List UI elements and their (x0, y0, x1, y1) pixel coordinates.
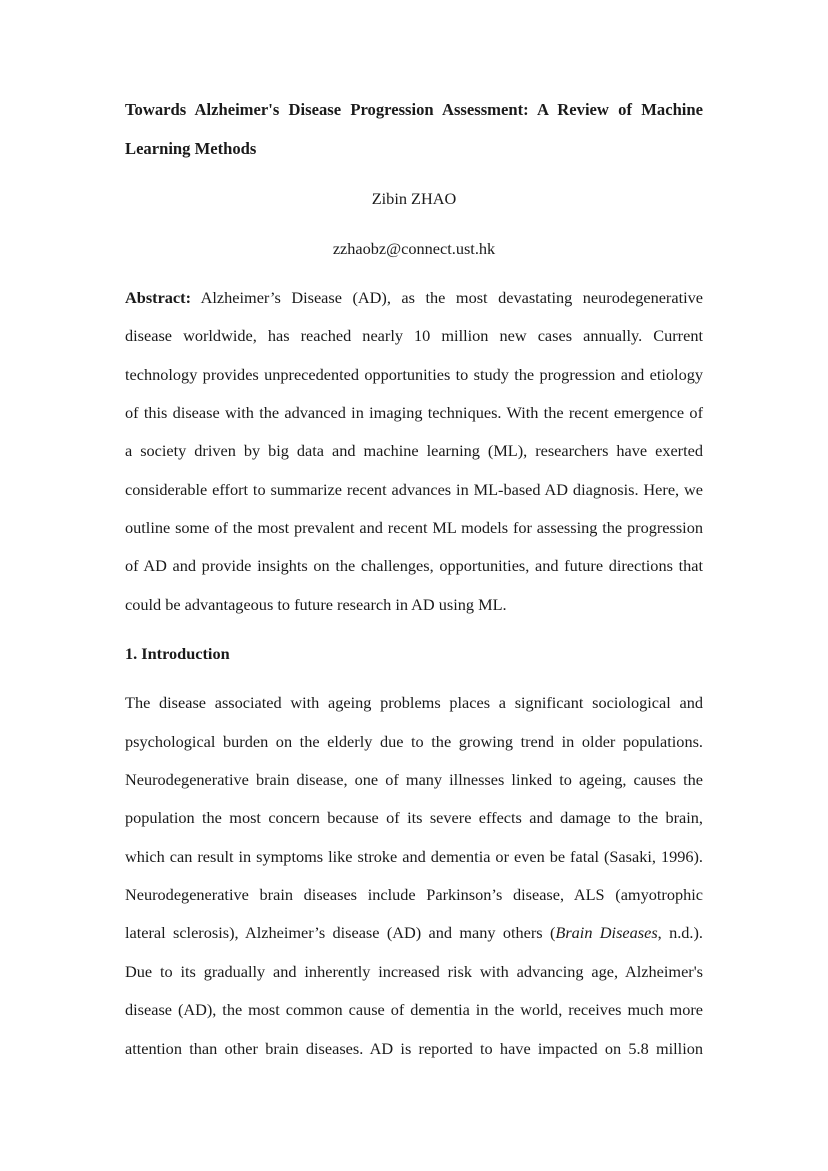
body-line: which can result in symptoms like stroke and dementia or even be fatal (Sasaki, 1996). (125, 847, 703, 866)
body-line: Due to its gradually and inherently increased risk with advancing age, Alzheimer's (125, 962, 703, 981)
body-line (125, 923, 703, 943)
body-line: population the most concern because of its severe effects and damage to the brain, (125, 808, 703, 827)
paper-title-line-1: Towards Alzheimer's Disease Progression Assessment: A Review of Machine (125, 100, 703, 119)
body-line: attention than other brain diseases. AD is reported to have impacted on 5.8 million (125, 1039, 703, 1058)
abstract-label: Abstract: (125, 288, 192, 307)
body-line: psychological burden on the elderly due to the growing trend in older populations. (125, 732, 703, 751)
abstract-line: technology provides unprecedented opportunities to study the progression and etiology (125, 365, 703, 384)
abstract-line: a society driven by big data and machine learning (ML), researchers have exerted (125, 441, 703, 460)
body-line: The disease associated with ageing problems places a significant sociological and (125, 693, 703, 712)
author-name: Zibin ZHAO (371, 189, 457, 208)
paper-title-line-2: Learning Methods (125, 139, 257, 158)
italic-citation: Brain Diseases (555, 923, 658, 942)
body-text: lateral sclerosis), Alzheimer’s disease (AD) and many others ( (125, 923, 556, 942)
body-text: , n.d.). (657, 923, 703, 942)
abstract-line: could be advantageous to future research in AD using ML. (125, 595, 507, 614)
abstract-line: considerable effort to summarize recent advances in ML-based AD diagnosis. Here, we (125, 480, 703, 499)
abstract-line: outline some of the most prevalent and recent ML models for assessing the progression (125, 518, 703, 537)
body-line: disease (AD), the most common cause of dementia in the world, receives much more (125, 1000, 703, 1019)
abstract-line (125, 288, 703, 308)
section-heading: 1. Introduction (125, 644, 230, 663)
abstract-text: Alzheimer’s Disease (AD), as the most devastating neurodegenerative (200, 288, 703, 307)
body-line: Neurodegenerative brain diseases include Parkinson’s disease, ALS (amyotrophic (125, 885, 703, 904)
abstract-line: of AD and provide insights on the challenges, opportunities, and future directions that (125, 556, 703, 575)
body-line: Neurodegenerative brain disease, one of many illnesses linked to ageing, causes the (125, 770, 703, 789)
abstract-line: disease worldwide, has reached nearly 10 million new cases annually. Current (125, 326, 703, 345)
author-email: zzhaobz@connect.ust.hk (332, 239, 496, 258)
abstract-line: of this disease with the advanced in imaging techniques. With the recent emergence of (125, 403, 703, 422)
